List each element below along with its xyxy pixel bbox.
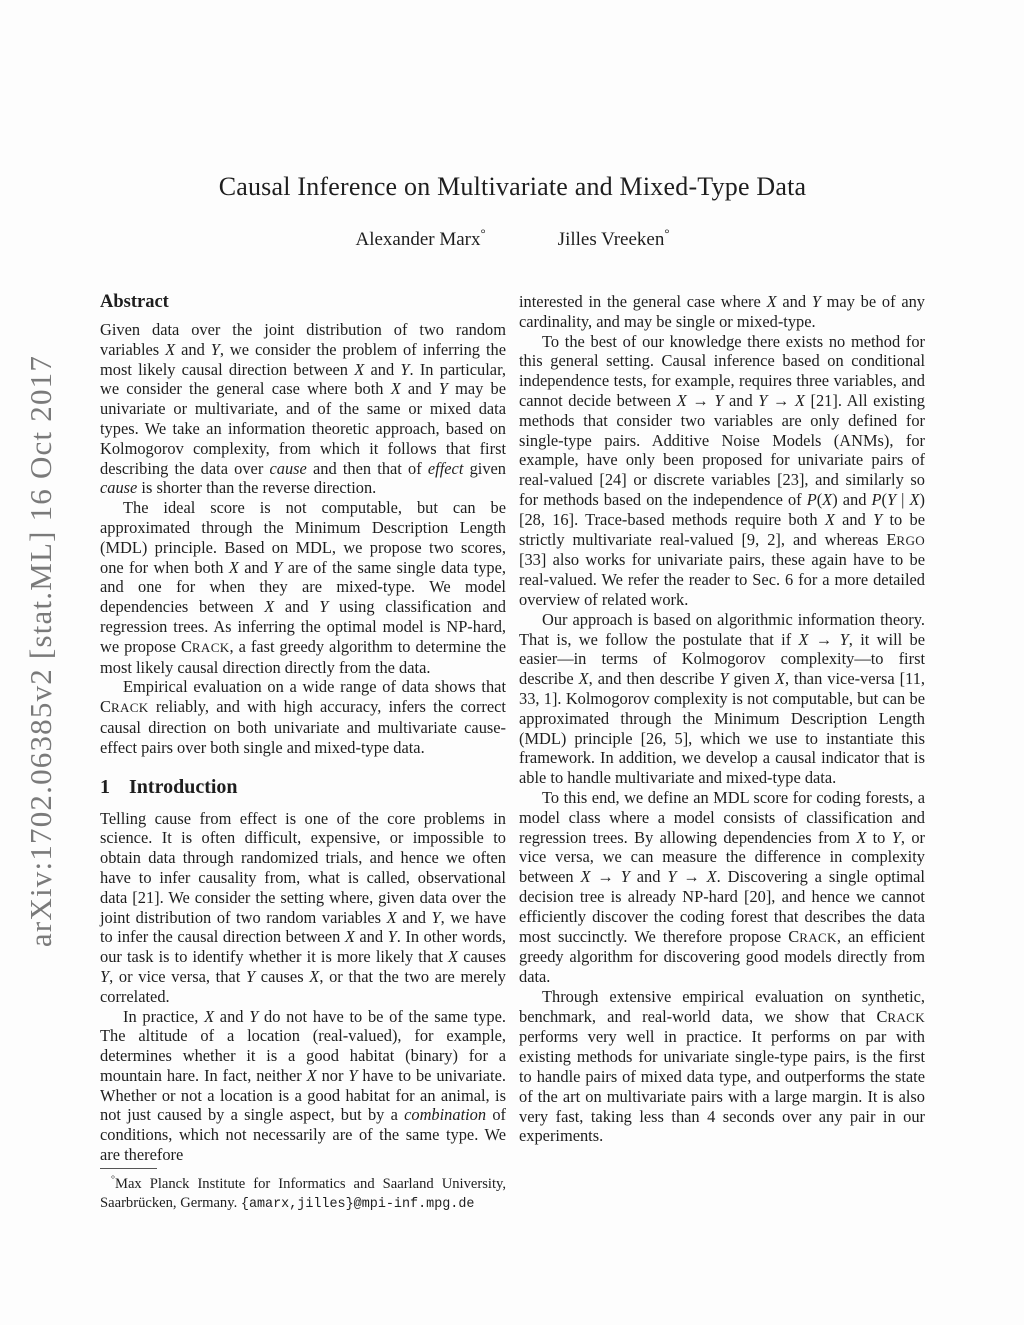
section-title: Introduction xyxy=(129,775,238,798)
abstract-heading: Abstract xyxy=(100,292,169,312)
author-1 xyxy=(355,225,486,251)
author-1-name: Alexander Marx xyxy=(355,229,481,250)
author-2-name: Jilles Vreeken xyxy=(557,229,665,250)
intro-paragraph-1: Telling cause from effect is one of the core problems in science. It is often difficult, expensive, or impossible to obtain data through randomized trials, and hence we often have to infer causality from, what is called, observational data [21]. We consider the setting where, given data over the joint distribution of two random variables X and Y, we have to infer the causal direction between X and Y. In other words, our task is to identify whether it is more likely that X causes Y, or vice versa, that Y causes X, or that the two are merely correlated. xyxy=(100,808,507,1006)
two-column-body xyxy=(100,292,925,1214)
body-paragraph-2: To the best of our knowledge there exists no method for this general setting. Causal inference based on conditional independence tests, for example, requires three variables, and cannot decide between X → Y and Y → X [21]. All existing methods that consider two variables are only defined for single-type pairs. Additive Noise Models (ANMs), for example, have only been proposed for univariate pairs of real-valued [24] or discrete variables [23], and similarly so for methods based on the independence of P(X) and P(Y | X) [28, 16]. Trace-based methods require both X and Y to be strictly multivariate real-valued [9, 2], and whereas ERGO [33] also works for univariate pairs, these again have to be real-valued. We refer the reader to Sec. 6 for a more detailed overview of related work. xyxy=(519,331,925,609)
paper-title: Causal Inference on Multivariate and Mixed-Type Data xyxy=(218,172,807,201)
abstract-paragraph-1: Given data over the joint distribution of two random variables X and Y, we consider the problem of inferring the most likely causal direction between X and Y. In particular, we consider the general case where both X and Y may be univariate or multivariate, and of the same or mixed data types. We take an information theoretic approach, based on Kolmogorov complexity, from which it follows that first describing the data over cause and then that of effect given cause is shorter than the reverse direction. xyxy=(100,320,506,498)
intro-paragraph-2: In practice, X and Y do not have to be of the same type. The altitude of a location (real-valued), for example, determines whether it is a good habitat (binary) for a mountain hare. In fact, neither X nor Y have to be univariate. Whether or not a location is a good habitat for an animal, is not just caused by a single aspect, but by a combination of conditions, which not necessarily are of the same type. We are therefore xyxy=(100,1006,506,1165)
author-2 xyxy=(557,225,670,251)
author-list xyxy=(100,225,925,251)
footnote-text: °Max Planck Institute for Informatics and Saarland University, Saarbrücken, Germany. {amarx,jilles}@mpi-inf.mpg.de xyxy=(100,1174,506,1212)
footnote-rule xyxy=(100,1168,157,1169)
section-heading-introduction xyxy=(100,776,506,799)
right-column xyxy=(519,292,925,1214)
body-paragraph-continuation: interested in the general case where X and Y may be of any cardinality, and may be single or mixed-type. xyxy=(519,292,925,331)
author-1-affiliation-mark: ° xyxy=(480,225,486,241)
footnote xyxy=(100,1168,506,1214)
paper-page xyxy=(100,172,925,1214)
abstract-paragraph-2: The ideal score is not computable, but can be approximated through the Minimum Description Length (MDL) principle. Based on MDL, we propose two scores, one for when both X and Y are of the same single data type, and one for when they are mixed-type. We model dependencies between X and Y using classification and regression trees. As inferring the optimal model is NP-hard, we propose CRACK, a fast greedy algorithm to determine the most likely causal direction directly from the data. xyxy=(100,498,506,677)
left-column xyxy=(100,292,506,1214)
body-paragraph-4: To this end, we define an MDL score for coding forests, a model class where a model consists of classification and regression trees. By allowing dependencies from X to Y, or vice versa, we can measure the difference in complexity between X → Y and Y → X. Discovering a single optimal decision tree is already NP-hard [20], and hence we cannot efficiently discover the coding forest that describes the data most succinctly. We therefore propose CRACK, an efficient greedy algorithm for discovering good models directly from data. xyxy=(519,787,925,987)
section-number: 1 xyxy=(100,775,110,798)
body-paragraph-5: Through extensive empirical evaluation on synthetic, benchmark, and real-world data, we show that CRACK performs very well in practice. It performs on par with existing methods for univariate single-type pairs, is the first to handle pairs of mixed data type, and outperforms the state of the art on multivariate pairs with a large margin. It is also very fast, taking less than 4 seconds over any pair in our experiments. xyxy=(519,986,925,1146)
body-paragraph-3: Our approach is based on algorithmic information theory. That is, we follow the postulate that if X → Y, it will be easier—in terms of Kolmogorov complexity—to first describe X, and then describe Y given X, than vice-versa [11, 33, 1]. Kolmogorov complexity is not computable, but can be approximated through the Minimum Description Length (MDL) principle [26, 5], which we use to instantiate this framework. In addition, we develop a causal indicator that is able to handle multivariate and mixed-type data. xyxy=(519,609,925,788)
abstract-paragraph-3: Empirical evaluation on a wide range of data shows that CRACK reliably, and with high accuracy, infers the correct causal direction on both univariate and multivariate cause-effect pairs over both single and mixed-type data. xyxy=(100,677,506,757)
author-2-affiliation-mark: ° xyxy=(664,225,670,241)
arxiv-stamp: arXiv:1702.06385v2 [stat.ML] 16 Oct 2017 xyxy=(23,354,58,948)
